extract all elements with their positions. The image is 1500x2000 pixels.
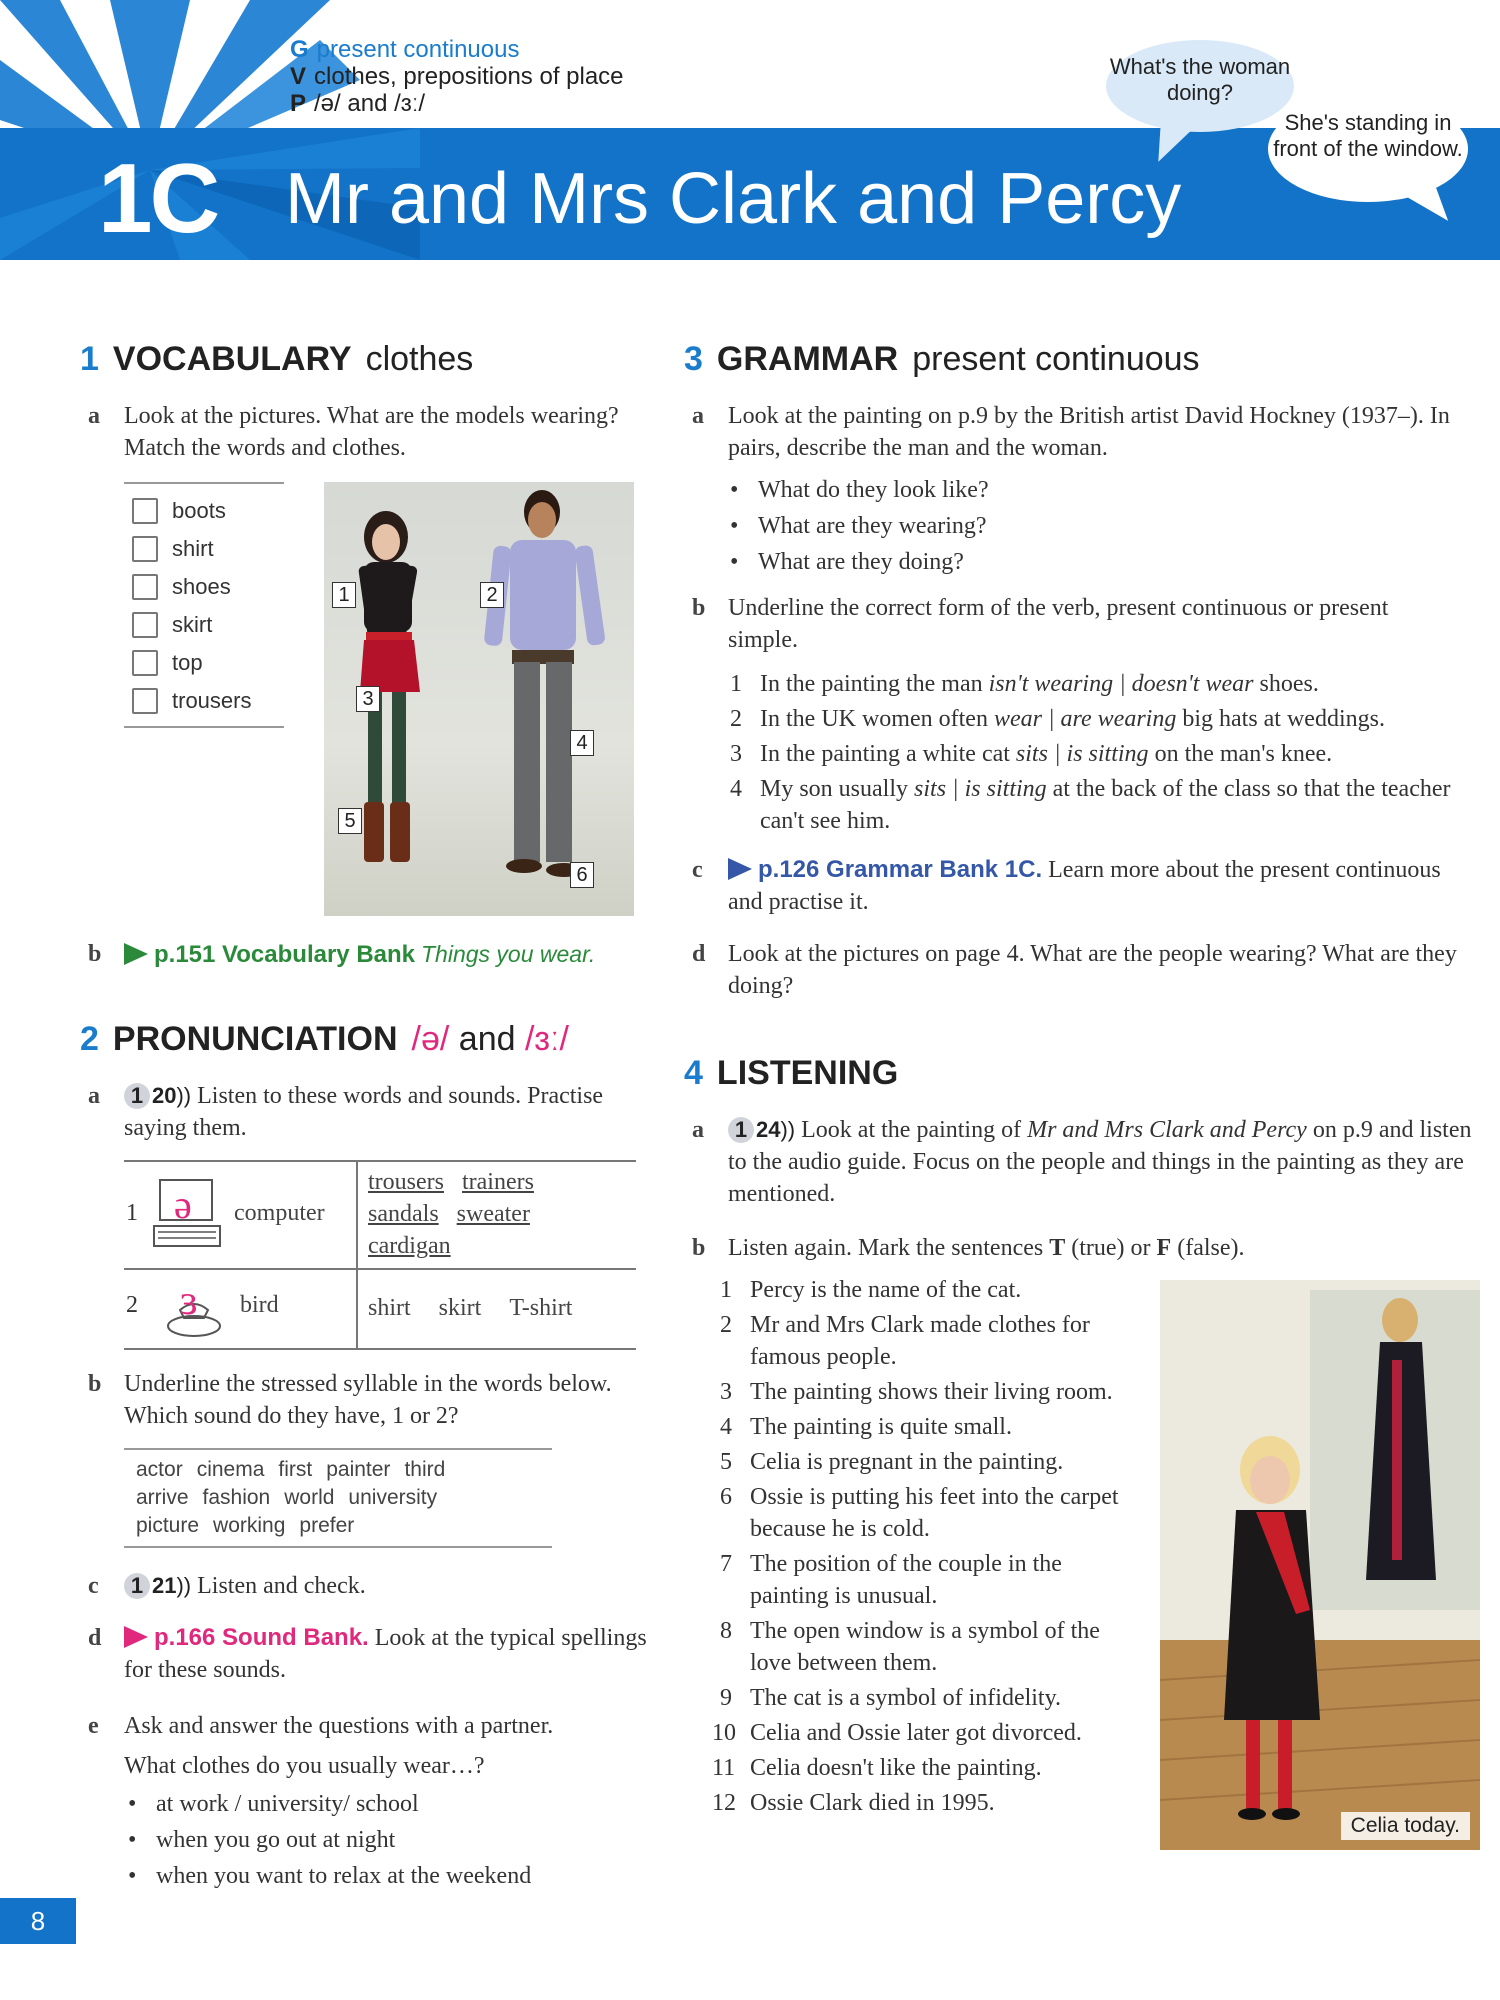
key-word: bird <box>240 1292 279 1318</box>
models-photo <box>324 482 634 916</box>
link-label: p.126 Grammar Bank 1C. <box>758 856 1043 883</box>
statement-text: Ossie Clark died in 1995. <box>750 1790 995 1816</box>
sound-waves-icon: )) <box>176 1083 192 1108</box>
pron-task-a <box>88 1080 648 1144</box>
statement-text: The painting is quite small. <box>750 1414 1012 1440</box>
photo-label-number: 5 <box>338 808 362 834</box>
listening-task-b <box>692 1232 1462 1264</box>
task-letter: d <box>692 941 706 967</box>
section-title: PRONUNCIATION <box>112 1020 398 1058</box>
checkbox[interactable] <box>132 650 158 676</box>
statement-text: The position of the couple in the painting is unusual. <box>750 1551 1062 1609</box>
gallery-scene-illustration <box>1160 1280 1480 1850</box>
pronunciation-heading <box>80 1020 569 1059</box>
verb-options[interactable]: wear | are wearing <box>993 706 1177 732</box>
task-instruction: Listen and check. <box>197 1573 366 1599</box>
list-item: • when you go out at night <box>128 1822 648 1858</box>
statement-item[interactable] <box>720 1274 1140 1306</box>
section-number: 3 <box>684 340 703 378</box>
task-letter: e <box>88 1713 99 1739</box>
grammar-focus: present continuous <box>316 36 520 63</box>
checklist-word: shirt <box>172 536 214 561</box>
item-text: on the man's knee. <box>1148 741 1333 767</box>
stress-word: first <box>278 1458 313 1481</box>
statement-item[interactable] <box>712 1717 1140 1749</box>
photo-label-number: 2 <box>480 582 504 608</box>
task-letter: b <box>692 595 706 621</box>
lesson-title: Mr and Mrs Clark and Percy <box>285 159 1182 239</box>
sound-word: T-shirt <box>509 1295 573 1321</box>
pron-task-e <box>88 1710 648 1782</box>
sound-waves-icon: )) <box>780 1117 796 1142</box>
audio-disc-icon: 1 <box>124 1573 150 1599</box>
checklist-item[interactable] <box>132 492 284 530</box>
item-number: 12 <box>712 1790 736 1816</box>
section-title: LISTENING <box>716 1054 899 1092</box>
task-instruction: Listen to these words and sounds. Practise saying them. <box>124 1083 604 1141</box>
sound-word: cardigan <box>368 1233 451 1259</box>
section-number: 4 <box>684 1054 703 1092</box>
statement-item[interactable] <box>720 1548 1140 1612</box>
pron-task-d <box>88 1622 648 1686</box>
item-text: In the UK women often <box>760 706 994 732</box>
grammar-task-b <box>692 592 1462 656</box>
audio-track-number: 24 <box>756 1117 781 1142</box>
audio-track-number: 20 <box>152 1083 177 1108</box>
vocab-task-a <box>88 400 628 464</box>
audio-disc-icon: 1 <box>728 1117 754 1143</box>
item-number: 10 <box>712 1720 736 1746</box>
sound-waves-icon: )) <box>176 1573 192 1598</box>
list-item <box>730 773 1460 837</box>
statement-item[interactable] <box>720 1446 1140 1478</box>
checklist-item[interactable] <box>132 568 284 606</box>
item-number: 3 <box>720 1379 732 1405</box>
section-subtitle: and <box>458 1020 516 1058</box>
checklist-item[interactable] <box>132 644 284 682</box>
audio-track-button[interactable] <box>124 1570 191 1602</box>
lesson-code: 1C <box>98 143 218 253</box>
verb-options[interactable]: isn't wearing | doesn't wear <box>988 671 1254 697</box>
grammar-heading <box>684 340 1200 379</box>
item-number: 1 <box>720 1277 732 1303</box>
checklist-item[interactable] <box>132 606 284 644</box>
bird-icon <box>160 1274 230 1346</box>
item-text: shoes. <box>1253 671 1319 697</box>
item-number: 1 <box>730 671 742 697</box>
photo-label-number: 3 <box>356 686 380 712</box>
listening-heading <box>684 1054 912 1093</box>
task-instruction: Look at the pictures on page 4. What are the people wearing? What are they doing? <box>728 941 1457 999</box>
audio-track-button[interactable] <box>124 1080 191 1112</box>
verb-choice-list <box>730 668 1460 840</box>
photo-label-number: 6 <box>570 862 594 888</box>
statement-item[interactable] <box>720 1615 1140 1679</box>
task-letter: a <box>88 1083 100 1109</box>
statement-text: The open window is a symbol of the love between them. <box>750 1618 1100 1676</box>
photo-caption: Celia today. <box>1341 1812 1470 1840</box>
stress-word: picture <box>136 1514 200 1537</box>
task-letter: b <box>692 1235 706 1261</box>
table-divider <box>356 1162 358 1268</box>
vocabulary-focus: clothes, prepositions of place <box>314 63 624 90</box>
item-number: 2 <box>730 706 742 732</box>
statement-item[interactable] <box>720 1411 1140 1443</box>
task-letter: a <box>692 1117 704 1143</box>
lesson-header <box>0 0 1500 260</box>
list-item <box>730 668 1460 700</box>
sound-word: skirt <box>438 1295 482 1321</box>
item-text: In the painting a white cat <box>760 741 1016 767</box>
pron-task-c <box>88 1570 648 1602</box>
key-word: computer <box>234 1200 325 1226</box>
item-number: 5 <box>720 1449 732 1475</box>
list-item: • What do they look like? <box>730 472 1430 508</box>
item-number: 8 <box>720 1618 732 1644</box>
sound-word: sandals <box>368 1201 439 1227</box>
stress-word: cinema <box>196 1458 265 1481</box>
item-text: big hats at weddings. <box>1176 706 1385 732</box>
lesson-objectives <box>290 36 624 117</box>
checklist-word: shoes <box>172 574 231 599</box>
link-label: p.151 Vocabulary Bank <box>154 941 415 968</box>
section-number: 1 <box>80 340 99 378</box>
checkbox[interactable] <box>132 536 158 562</box>
grammar-bank-link[interactable] <box>728 856 1042 883</box>
svg-text:ɜ: ɜ <box>180 1278 198 1324</box>
stress-word: third <box>404 1458 446 1481</box>
statement-item[interactable] <box>720 1682 1140 1714</box>
task-instruction: Look at the typical spellings for these sounds. <box>124 1625 647 1683</box>
sound-word: trousers <box>368 1169 444 1195</box>
task-instruction: Look at the pictures. What are the models wearing? Match the words and clothes. <box>124 403 619 461</box>
audio-track-number: 21 <box>152 1573 177 1598</box>
checkbox[interactable] <box>132 498 158 524</box>
task-instruction: Underline the correct form of the verb, present continuous or present simple. <box>728 595 1389 653</box>
list-item <box>730 703 1460 735</box>
question-bullet-list <box>128 1786 648 1894</box>
page-number: 8 <box>0 1898 76 1944</box>
checkbox[interactable] <box>132 612 158 638</box>
task-instruction: (true) or <box>1065 1235 1157 1261</box>
vocabulary-bank-link[interactable] <box>124 941 415 968</box>
sound-word-list <box>368 1292 638 1324</box>
describe-bullet-list <box>730 472 1430 580</box>
sound-word: sweater <box>456 1201 530 1227</box>
task-letter: a <box>692 403 704 429</box>
checklist-item[interactable] <box>132 530 284 568</box>
task-instruction: Ask and answer the questions with a partner. <box>124 1713 554 1739</box>
list-item: • What are they doing? <box>730 544 1430 580</box>
speech-bubble-question: What's the woman doing? <box>1106 40 1294 132</box>
pron-task-b <box>88 1368 648 1432</box>
table-divider <box>356 1270 358 1348</box>
table-row <box>124 1270 636 1348</box>
task-instruction: Listen again. Mark the sentences <box>728 1235 1050 1261</box>
stress-word: prefer <box>299 1514 355 1537</box>
sound-word: shirt <box>368 1295 411 1321</box>
listening-task-a <box>692 1114 1482 1210</box>
vocabulary-label: V <box>290 63 307 90</box>
task-instruction: (false). <box>1171 1235 1245 1261</box>
sound-bank-link[interactable] <box>124 1624 369 1651</box>
arrow-icon <box>124 1626 148 1648</box>
task-instruction: Underline the stressed syllable in the words below. Which sound do they have, 1 or 2? <box>124 1371 612 1429</box>
table-row <box>124 1162 636 1270</box>
task-letter: d <box>88 1625 102 1651</box>
verb-options[interactable]: sits | is sitting <box>914 776 1047 802</box>
arrow-icon <box>124 943 148 965</box>
list-item <box>730 738 1460 770</box>
section-subtitle: present continuous <box>912 340 1200 378</box>
false-marker: F <box>1156 1235 1172 1261</box>
stress-word: arrive <box>136 1486 189 1509</box>
audio-disc-icon: 1 <box>124 1083 150 1109</box>
arrow-icon <box>728 858 752 880</box>
speech-bubble-answer: She's standing in front of the window. <box>1268 96 1468 202</box>
task-letter: c <box>692 857 703 883</box>
verb-options[interactable]: sits | is sitting <box>1015 741 1149 767</box>
grammar-task-d <box>692 938 1462 1002</box>
stress-word: painter <box>326 1458 391 1481</box>
painting-title: Mr and Mrs Clark and Percy <box>1027 1117 1307 1143</box>
list-item: • at work / university/ school <box>128 1786 648 1822</box>
photo-label-number: 4 <box>570 730 594 756</box>
item-number: 3 <box>730 741 742 767</box>
section-number: 2 <box>80 1020 99 1058</box>
stress-word: fashion <box>202 1486 271 1509</box>
statement-text: The painting shows their living room. <box>750 1379 1113 1405</box>
vocab-task-b <box>88 938 648 971</box>
task-instruction: on p.9 and listen to the audio guide. Focus on the people and things in the painting as they are mentioned. <box>728 1117 1472 1207</box>
pronunciation-focus: /ə/ and /ɜː/ <box>314 90 426 117</box>
checkbox[interactable] <box>132 688 158 714</box>
statement-text: Mr and Mrs Clark made clothes for famous people. <box>750 1312 1090 1370</box>
sound-picture-table <box>124 1160 636 1350</box>
row-number: 2 <box>126 1292 138 1318</box>
task-instruction: Look at the painting on p.9 by the British artist David Hockney (1937–). In pairs, describe the man and the woman. <box>728 403 1450 461</box>
item-number: 6 <box>720 1484 732 1510</box>
task-letter: b <box>88 941 102 967</box>
task-letter: a <box>88 403 100 429</box>
checklist-item[interactable] <box>132 682 284 720</box>
item-number: 2 <box>720 1312 732 1338</box>
statement-text: Celia is pregnant in the painting. <box>750 1449 1064 1475</box>
task-letter: b <box>88 1371 102 1397</box>
item-number: 4 <box>730 776 742 802</box>
vocabulary-heading <box>80 340 473 379</box>
grammar-task-a <box>692 400 1462 464</box>
link-topic: Things you wear. <box>421 941 596 967</box>
task-question: What clothes do you usually wear…? <box>124 1753 485 1779</box>
sound-word-list <box>368 1166 628 1262</box>
stress-word: actor <box>136 1458 183 1481</box>
audio-track-button[interactable] <box>728 1114 795 1146</box>
checklist-word: skirt <box>172 612 213 637</box>
grammar-task-c <box>692 854 1462 918</box>
statement-item[interactable] <box>720 1309 1140 1373</box>
item-text: In the painting the man <box>760 671 989 697</box>
statement-item[interactable] <box>720 1376 1140 1408</box>
ipa-symbol: /ə/ <box>411 1020 450 1058</box>
stress-word: world <box>284 1486 335 1509</box>
true-marker: T <box>1049 1235 1066 1261</box>
checklist-word: trousers <box>172 688 252 713</box>
item-number: 7 <box>720 1551 732 1577</box>
checkbox[interactable] <box>132 574 158 600</box>
item-text: at the back of the class so that the teacher can't see him. <box>760 776 1451 834</box>
statement-text: The cat is a symbol of infidelity. <box>750 1685 1062 1711</box>
statement-item[interactable] <box>712 1752 1140 1784</box>
ipa-symbol: /ɜː/ <box>524 1020 569 1058</box>
pronunciation-label: P <box>290 90 307 117</box>
celia-photo <box>1160 1280 1480 1850</box>
photo-label-number: 1 <box>332 582 356 608</box>
item-text: My son usually <box>760 776 915 802</box>
item-number: 9 <box>720 1685 732 1711</box>
statement-text: Celia and Ossie later got divorced. <box>750 1720 1082 1746</box>
task-letter: c <box>88 1573 99 1599</box>
stress-word-box <box>124 1448 552 1548</box>
task-instruction: Learn more about the present continuous and practise it. <box>728 857 1441 915</box>
item-number: 4 <box>720 1414 732 1440</box>
statement-item[interactable] <box>720 1481 1140 1545</box>
link-label: p.166 Sound Bank. <box>154 1624 369 1651</box>
statement-item[interactable] <box>712 1787 1140 1819</box>
stress-word: working <box>213 1514 286 1537</box>
computer-icon <box>152 1174 228 1254</box>
grammar-label: G <box>290 36 309 63</box>
item-number: 11 <box>712 1755 736 1781</box>
list-item: • What are they wearing? <box>730 508 1430 544</box>
statement-text: Percy is the name of the cat. <box>750 1277 1022 1303</box>
checklist-word: boots <box>172 498 226 523</box>
section-subtitle: clothes <box>365 340 474 378</box>
svg-text:ə: ə <box>174 1182 192 1227</box>
row-number: 1 <box>126 1200 138 1226</box>
task-instruction: Look at the painting of <box>801 1117 1028 1143</box>
true-false-statements <box>712 1274 1140 1822</box>
section-title: GRAMMAR <box>716 340 899 378</box>
statement-text: Ossie is putting his feet into the carpet because he is cold. <box>750 1484 1119 1542</box>
checklist-word: top <box>172 650 203 675</box>
statement-text: Celia doesn't like the painting. <box>750 1755 1042 1781</box>
section-title: VOCABULARY <box>112 340 352 378</box>
clothes-checklist <box>124 482 284 728</box>
stress-word: university <box>348 1486 438 1509</box>
list-item: • when you want to relax at the weekend <box>128 1858 648 1894</box>
sound-word: trainers <box>461 1169 534 1195</box>
